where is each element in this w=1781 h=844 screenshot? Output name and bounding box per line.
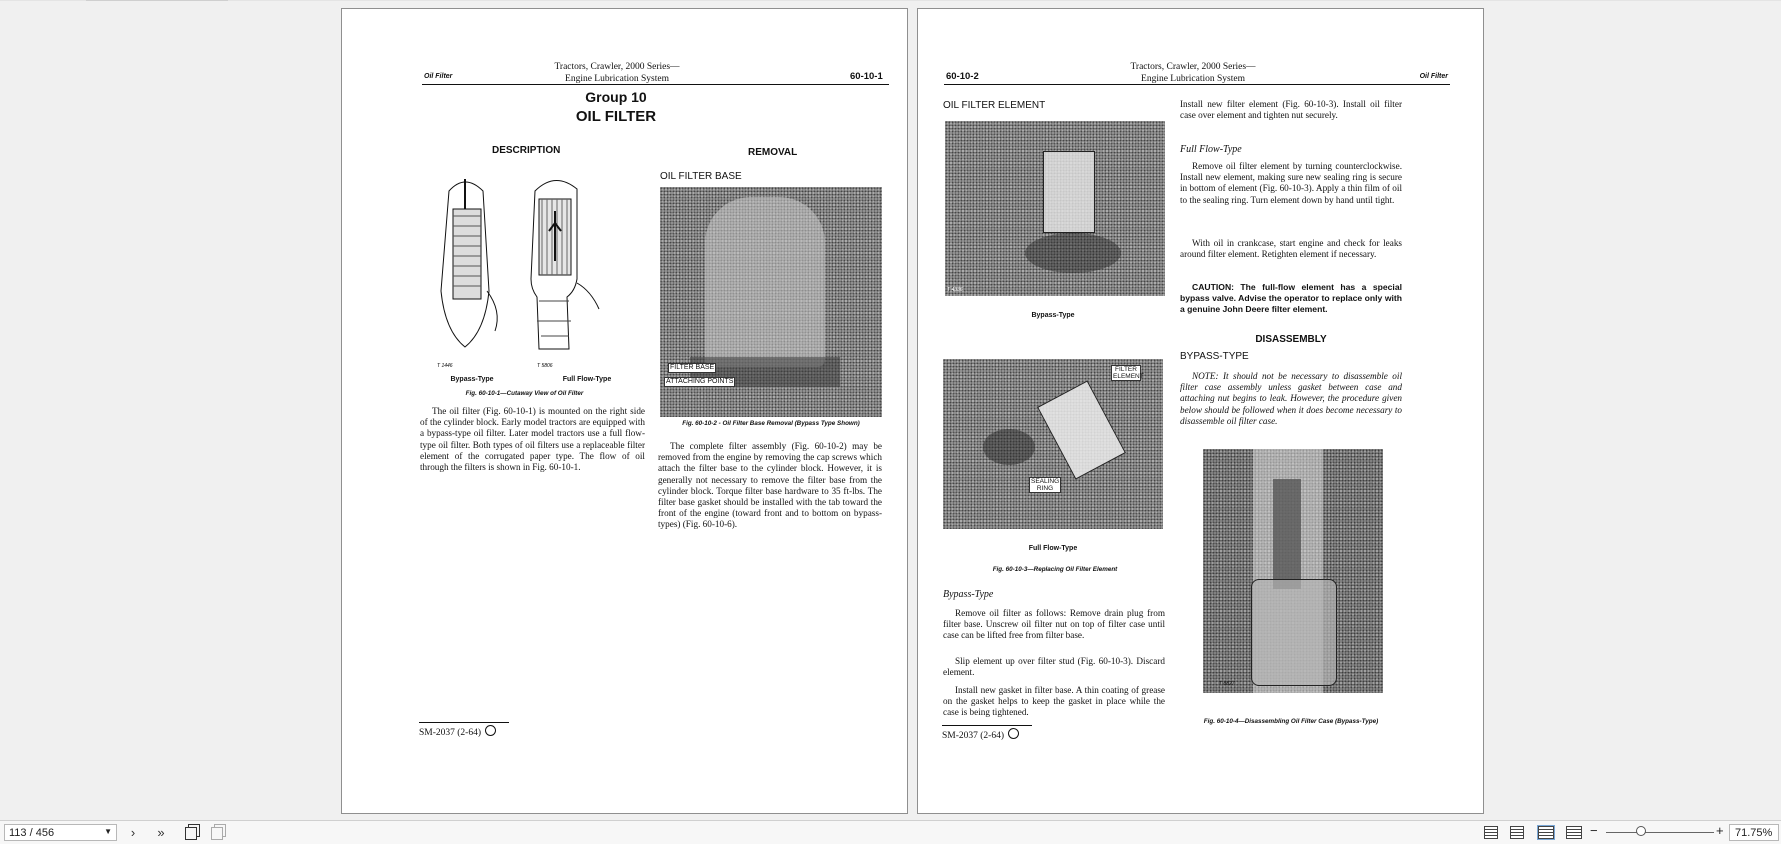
fig2-tag-filter-base: FILTER BASE — [670, 364, 715, 371]
fig4-caption: Fig. 60-10-4—Disassembling Oil Filter Case (Bypass-Type) — [1203, 718, 1379, 725]
header-title — [1068, 61, 1318, 85]
next-page-icon[interactable]: › — [130, 825, 136, 840]
logo-icon — [1008, 728, 1019, 739]
header-title-line2: Engine Lubrication System — [565, 74, 669, 84]
disassembly-heading: DISASSEMBLY — [1255, 334, 1327, 345]
footer-rule — [942, 725, 1032, 726]
continuous-view-icon[interactable] — [1510, 826, 1524, 839]
removal-heading: REMOVAL — [748, 147, 798, 158]
fig3-label-fullflow: Full Flow-Type — [1028, 545, 1078, 552]
header-title-line2: Engine Lubrication System — [1141, 74, 1245, 84]
removal-paragraph: The complete filter assembly (Fig. 60-10-2) may be removed from the engine by removing the cap screws which attach the filter base to the cylinder block. However, it is generally not necessary to remove the filter base from the cylinder block. Torque filter base hardware to 35 ft-lbs. The filter base gasket should be installed with the tab toward the front of the engine (toward front and to bottom on bypass-types) (Fig. 60-10-6). — [658, 441, 882, 530]
copy-page-icon[interactable] — [182, 824, 200, 842]
page-number-input[interactable] — [4, 824, 117, 841]
chevron-down-icon[interactable]: ▼ — [104, 827, 112, 836]
two-page-view-icon[interactable] — [1538, 826, 1554, 839]
fig1-tag-a: T 1446 — [437, 363, 453, 369]
header-rule — [422, 84, 889, 85]
bypass-paragraph-3: Install new gasket in filter base. A thin coating of grease on the gasket helps to keep the gasket in place while the case is being tightened. — [943, 685, 1165, 718]
section-heading: OIL FILTER ELEMENT — [943, 100, 1046, 111]
fig1-caption: Fig. 60-10-1—Cutaway View of Oil Filter — [465, 390, 584, 397]
caution-note: CAUTION: The full-flow element has a special bypass valve. Advise the operator to replace only with a genuine John Deere filter element. — [1180, 282, 1402, 315]
header-title — [492, 61, 742, 85]
group-title: Group 10 — [585, 89, 647, 105]
fig2-tag-attaching-points: ATTACHING POINTS — [666, 378, 734, 385]
description-paragraph: The oil filter (Fig. 60-10-1) is mounted on the right side of the cylinder block. Early model tractors are equipped with a bypass-type oil filter. Later model tractors use a full flow-type oil filter. Both types of oil filters use a replaceable filter element of the corrugated paper type. The flow of oil through the filters is shown in Fig. 60-10-1. — [420, 406, 645, 473]
description-heading: DESCRIPTION — [492, 145, 561, 156]
zoom-out-icon[interactable]: − — [1590, 823, 1598, 838]
logo-icon — [485, 725, 496, 736]
page-number-code: 60-10-1 — [850, 71, 883, 82]
fig1-tag-b: T 5806 — [537, 363, 553, 369]
header-section-label: Oil Filter — [1419, 73, 1448, 80]
fig2-caption: Fig. 60-10-2 - Oil Filter Base Removal (Bypass Type Shown) — [682, 420, 860, 427]
header-title-line1: Tractors, Crawler, 2000 Series— — [1130, 62, 1256, 72]
bypass-element-photo: T 4336 — [945, 121, 1165, 296]
viewer-toolbar — [0, 820, 1781, 844]
bypass-type-heading: BYPASS-TYPE — [1180, 351, 1249, 362]
page-title: OIL FILTER — [575, 108, 657, 125]
zoom-slider[interactable] — [1606, 832, 1714, 833]
fig3-tag-sealing-ring: SEALING RING — [1031, 478, 1060, 492]
fig3-label-bypass: Bypass-Type — [1031, 312, 1075, 319]
install-paragraph: Install new filter element (Fig. 60-10-3). Install oil filter case over element and tighten nut securely. — [1180, 99, 1402, 121]
zoom-in-icon[interactable]: + — [1716, 823, 1724, 838]
zoom-slider-handle[interactable] — [1636, 826, 1646, 836]
fullflow-subheading: Full Flow-Type — [1180, 144, 1242, 155]
disassembly-photo: T 8827 — [1203, 449, 1383, 693]
page-number-code: 60-10-2 — [946, 71, 979, 82]
single-page-view-icon[interactable] — [1484, 826, 1498, 839]
bypass-type-subheading: Bypass-Type — [943, 589, 994, 600]
cutaway-illustration — [427, 171, 602, 371]
zoom-level-field[interactable] — [1729, 824, 1779, 841]
footer-doc-code — [419, 725, 496, 738]
filter-base-photo — [660, 187, 882, 417]
copy-disabled-icon — [208, 824, 226, 842]
fullflow-paragraph-2: With oil in crankcase, start engine and check for leaks around filter element. Retighten element if necessary. — [1180, 238, 1402, 260]
fullflow-element-photo — [943, 359, 1163, 529]
removal-subheading: OIL FILTER BASE — [660, 171, 742, 182]
page-indicator-text: 113 / 456 — [9, 827, 55, 839]
fullflow-paragraph-1: Remove oil filter element by turning counterclockwise. Install new element, making sure new sealing ring is secure in bottom of element (Fig. 60-10-3). Apply a thin film of oil to the sealing ring. Turn element down by hand until tight. — [1180, 161, 1402, 205]
bypass-paragraph-2: Slip element up over filter stud (Fig. 60-10-3). Discard element. — [943, 656, 1165, 678]
document-page-right — [917, 8, 1484, 814]
document-page-left — [341, 8, 908, 814]
two-page-continuous-view-icon[interactable] — [1566, 826, 1582, 839]
fig3-tag-filter-element: FILTER ELEMENT — [1113, 366, 1144, 380]
fig3-caption: Fig. 60-10-3—Replacing Oil Filter Element — [992, 566, 1118, 573]
fig1-label-fullflow: Full Flow-Type — [562, 376, 612, 383]
zoom-level-text: 71.75% — [1735, 827, 1773, 839]
footer-rule — [419, 722, 509, 723]
footer-doc-code — [942, 728, 1019, 741]
footer-text: SM-2037 (2-64) — [419, 728, 482, 738]
disassembly-note: NOTE: It should not be necessary to disassemble oil filter case assembly unless gasket between case and attaching nut begins to leak. However, the procedure given below should be followed when it does become necessary to disassemble oil filter case. — [1180, 371, 1402, 426]
header-title-line1: Tractors, Crawler, 2000 Series— — [554, 62, 680, 72]
fig1-label-bypass: Bypass-Type — [450, 376, 494, 383]
bypass-paragraph-1: Remove oil filter as follows: Remove drain plug from filter base. Unscrew oil filter nut on top of filter case until case can be lifted free from filter base. — [943, 608, 1165, 641]
header-rule — [944, 84, 1450, 85]
last-page-icon[interactable]: » — [157, 825, 165, 840]
header-section-label: Oil Filter — [424, 73, 453, 80]
footer-text: SM-2037 (2-64) — [942, 731, 1005, 741]
